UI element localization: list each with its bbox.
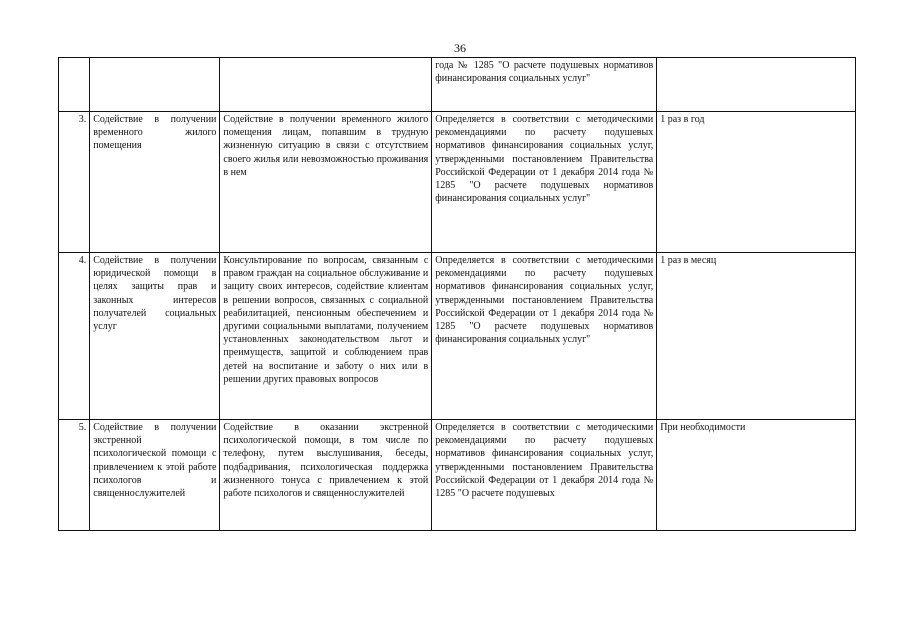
service-name xyxy=(90,58,220,112)
table-row xyxy=(59,58,856,112)
table-row xyxy=(59,253,856,420)
table-row xyxy=(59,420,856,531)
service-description: Содействие в оказании экстренной психологической помощи, в том числе по телефону, путем выслушивания, беседы, подбадривания, психологическая поддержка жизненного тонуса с привлечением к этой работе психологов и священнослужителей xyxy=(220,420,432,531)
service-description: Содействие в получении временного жилого помещения лицам, попавшим в трудную жизненную ситуацию в связи с отсутствием своего жилья или невозможностью проживания в нем xyxy=(220,112,432,253)
service-norm: года № 1285 "О расчете подушевых нормативов финансирования социальных услуг" xyxy=(432,58,657,112)
row-number: 5. xyxy=(59,420,90,531)
service-norm: Определяется в соответствии с методическими рекомендациями по расчету подушевых нормативов финансирования социальных услуг, утвержденными постановлением Правительства Российской Федерации от 1 декабря 2014 года № 1285 "О расчете подушевых нормативов финансирования социальных услуг" xyxy=(432,112,657,253)
page-number: 36 xyxy=(454,41,466,55)
service-frequency xyxy=(657,58,856,112)
service-norm: Определяется в соответствии с методическими рекомендациями по расчету подушевых нормативов финансирования социальных услуг, утвержденными постановлением Правительства Российской Федерации от 1 декабря 2014 года № 1285 "О расчете подушевых нормативов финансирования социальных услуг" xyxy=(432,253,657,420)
service-frequency: 1 раз в год xyxy=(657,112,856,253)
row-number: 4. xyxy=(59,253,90,420)
service-frequency: 1 раз в месяц xyxy=(657,253,856,420)
table-row xyxy=(59,112,856,253)
service-name: Содействие в получении юридической помощи в целях защиты прав и законных интересов получателей социальных услуг xyxy=(90,253,220,420)
service-frequency: При необходимости xyxy=(657,420,856,531)
service-description: Консультирование по вопросам, связанным с правом граждан на социальное обслуживание и защиту своих интересов, содействие клиентам в решении вопросов, связанных с социальной реабилитацией, пенсионным обеспечением и другими социальными выплатами, получением установленных законодательством льгот и преимуществ, защитой и соблюдением прав детей на воспитание и заботу о них или в решении других правовых вопросов xyxy=(220,253,432,420)
service-norm: Определяется в соответствии с методическими рекомендациями по расчету подушевых нормативов финансирования социальных услуг, утвержденными постановлением Правительства Российской Федерации от 1 декабря 2014 года № 1285 "О расчете подушевых xyxy=(432,420,657,531)
services-table xyxy=(58,57,856,531)
service-name: Содействие в получении временного жилого помещения xyxy=(90,112,220,253)
service-description xyxy=(220,58,432,112)
row-number: 3. xyxy=(59,112,90,253)
service-name: Содействие в получении экстренной психологической помощи с привлечением к этой работе психологов и священнослужителей xyxy=(90,420,220,531)
row-number xyxy=(59,58,90,112)
